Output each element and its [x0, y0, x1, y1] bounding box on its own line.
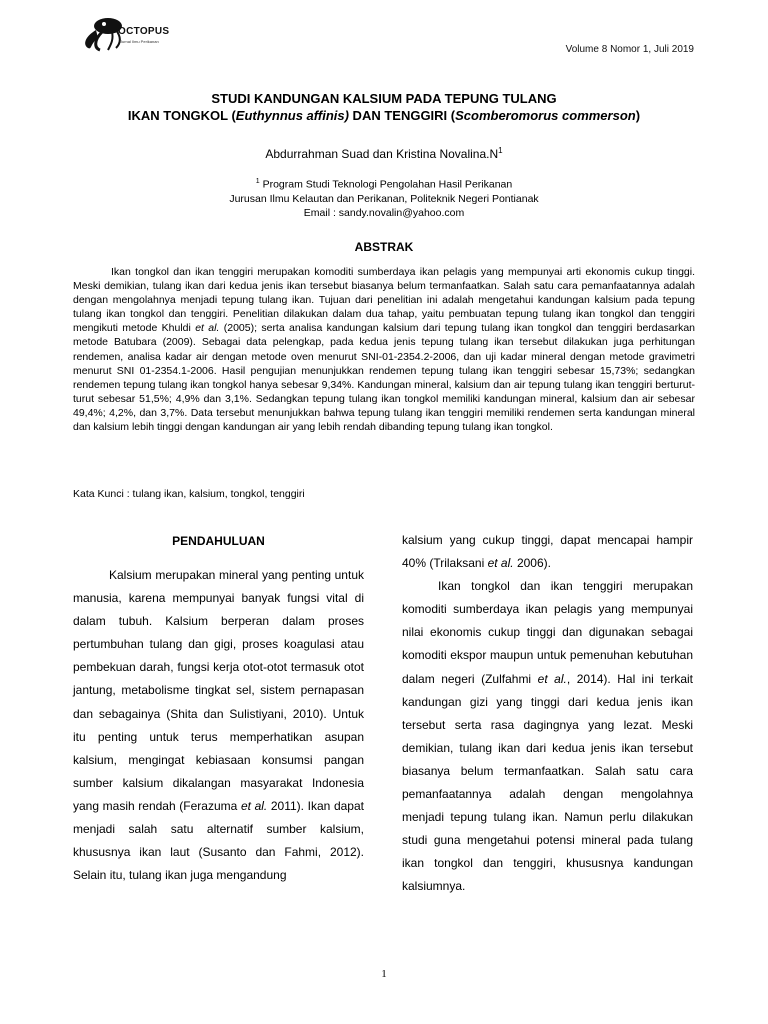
author-superscript: 1 — [498, 146, 503, 155]
affiliation-program: Program Studi Teknologi Pengolahan Hasil Perikanan — [259, 178, 513, 191]
abstract-text: Ikan tongkol dan ikan tenggiri merupakan komoditi sumberdaya ikan pelagis yang mempunyai arti ekonomis cukup tinggi. Meski demikian, tulang ikan dari kedua jenis ikan tersebut biasanya belum termanfaatkan. Salah satu cara pemanfaatannya adalah dengan mengolahnya menjadi tepung tulang ikan. Tujuan dari penelitian ini adalah mengetahui kandungan kalsium pada tepung tulang ikan tongkol dan tenggiri. Penelitian dilakukan dalam dua tahap, yaitu pembuatan tepung tulang ikan tongkol dan tenggiri mengikuti metode Khuldi — [73, 266, 695, 335]
body-etal: et al. — [240, 798, 268, 813]
title-line-2 — [0, 107, 768, 124]
intro-paragraph-1-cont — [402, 529, 693, 575]
affiliation-superscript: 1 — [255, 178, 260, 185]
keywords: Kata Kunci : tulang ikan, kalsium, tongkol, tenggiri — [73, 488, 305, 500]
title-part: IKAN TONGKOL ( — [127, 108, 236, 123]
abstract-text: (2005); serta analisa kandungan kalsium dari tepung tulang ikan tongkol dan tenggiri berdasarkan metode Batubara (2009). Sebagai data pelengkap, pada kedua jenis tepung tulang ikan tersebut dilakukan juga perhitungan rendemen, analisa kadar air dengan metode oven menurut SNI-01-2354.2-2006, dan uji kadar mineral dengan metode gravimetri menurut SNI 01-2354.1-2006. Hasil pengujian menunjukkan rendemen tepung tulang ikan tenggiri sebesar 15,73%; sedangkan rendemen tepung tulang ikan tongkol hanya sebesar 9,34%. Kandungan mineral, kalsium dan air tepung tulang ikan tenggiri berturut-turut sebesar 51,5%; 4,9% dan 3,1%. Sedangkan tepung tulang ikan tongkol memiliki kandungan mineral, kalsium dan air sebesar 49,4%; 4,2%, dan 3,7%. Data tersebut menunjukkan bahwa tepung tulang ikan tenggiri memiliki rendemen serta kandungan mineral dan kalsium lebih tinggi dengan kandungan air yang lebih rendah dibanding tepung tulang ikan tongkol. — [73, 322, 695, 434]
affiliation-line-1 — [0, 175, 768, 192]
intro-paragraph-1 — [73, 564, 364, 887]
paper-title — [0, 90, 768, 124]
body-text: Ikan tongkol dan ikan tenggiri merupakan komoditi sumberdaya ikan pelagis yang mempunyai nilai ekonomis cukup tinggi dan digunakan sebagai komoditi ekspor maupun untuk pemenuhan kebutuhan dalam negeri (Zulfahmi — [402, 579, 693, 686]
title-line-1: STUDI KANDUNGAN KALSIUM PADA TEPUNG TULANG — [211, 91, 557, 106]
abstract-heading: ABSTRAK — [354, 240, 414, 254]
body-text: 2006). — [513, 556, 551, 571]
logo-name: OCTOPUS — [118, 26, 170, 37]
logo-subtitle: Jurnal Ilmu Perikanan — [120, 39, 159, 44]
page-number: 1 — [381, 968, 387, 980]
affiliation — [0, 175, 768, 220]
body-column-right — [402, 529, 693, 899]
body-text: 2011). Ikan dapat menjadi salah satu alternatif sumber kalsium, khususnya ikan laut (Susanto dan Fahmi, 2012). Selain itu, tulang ikan juga mengandung — [73, 798, 364, 883]
volume-issue: Volume 8 Nomor 1, Juli 2019 — [565, 44, 694, 55]
author-names: Abdurrahman Suad dan Kristina Novalina.N — [265, 147, 499, 161]
body-text: Kalsium merupakan mineral yang penting untuk manusia, karena mempunyai banyak fungsi vital di dalam tubuh. Kalsium berperan dalam proses pertumbuhan tulang dan gigi, proses koagulasi atau pembekuan darah, fungsi kerja otot-otot termasuk otot jantung, metabolisme tingkat sel, sistem pernapasan dan sebagainya (Shita dan Sulistiyani, 2010). Untuk itu penting untuk terus memperhatikan asupan kalsium, mengingat kebiasaan konsumsi pangan sumber kalsium dikalangan masyarakat Indonesia yang masih rendah (Ferazuma — [73, 568, 364, 813]
body-etal: et al. — [537, 671, 567, 686]
title-species-1: Euthynnus affinis) — [235, 108, 349, 123]
title-species-2: Scomberomorus commerson — [455, 108, 636, 123]
body-column-left — [73, 532, 364, 887]
intro-paragraph-2 — [402, 575, 693, 898]
section-heading-pendahuluan: PENDAHULUAN — [172, 534, 265, 548]
affiliation-line-2: Jurusan Ilmu Kelautan dan Perikanan, Politeknik Negeri Pontianak — [229, 192, 539, 205]
abstract-etal: et al. — [195, 322, 220, 335]
abstract-body — [73, 265, 695, 434]
body-etal: et al. — [487, 556, 514, 571]
body-text: kalsium yang cukup tinggi, dapat mencapai hampir 40% (Trilaksani — [402, 533, 693, 571]
affiliation-email: Email : sandy.novalin@yahoo.com — [303, 206, 465, 219]
body-text: , 2014). Hal ini terkait kandungan gizi yang tinggi dari kedua jenis ikan tersebut serta rasa dagingnya yang lezat. Meski demikian, tulang ikan dari kedua jenis ikan tersebut biasanya belum termanfaatkan. Salah satu cara pemanfaatannya adalah dengan mengolahnya menjadi tepung tulang ikan. Namun perlu dilakukan studi guna mengetahui potensi mineral pada tulang ikan tongkol dan tenggiri, khususnya kandungan kalsiumnya. — [402, 671, 694, 894]
abstract-paragraph — [73, 265, 695, 434]
authors — [0, 146, 768, 161]
title-part: ) — [635, 108, 641, 123]
title-part: DAN TENGGIRI ( — [348, 108, 456, 123]
